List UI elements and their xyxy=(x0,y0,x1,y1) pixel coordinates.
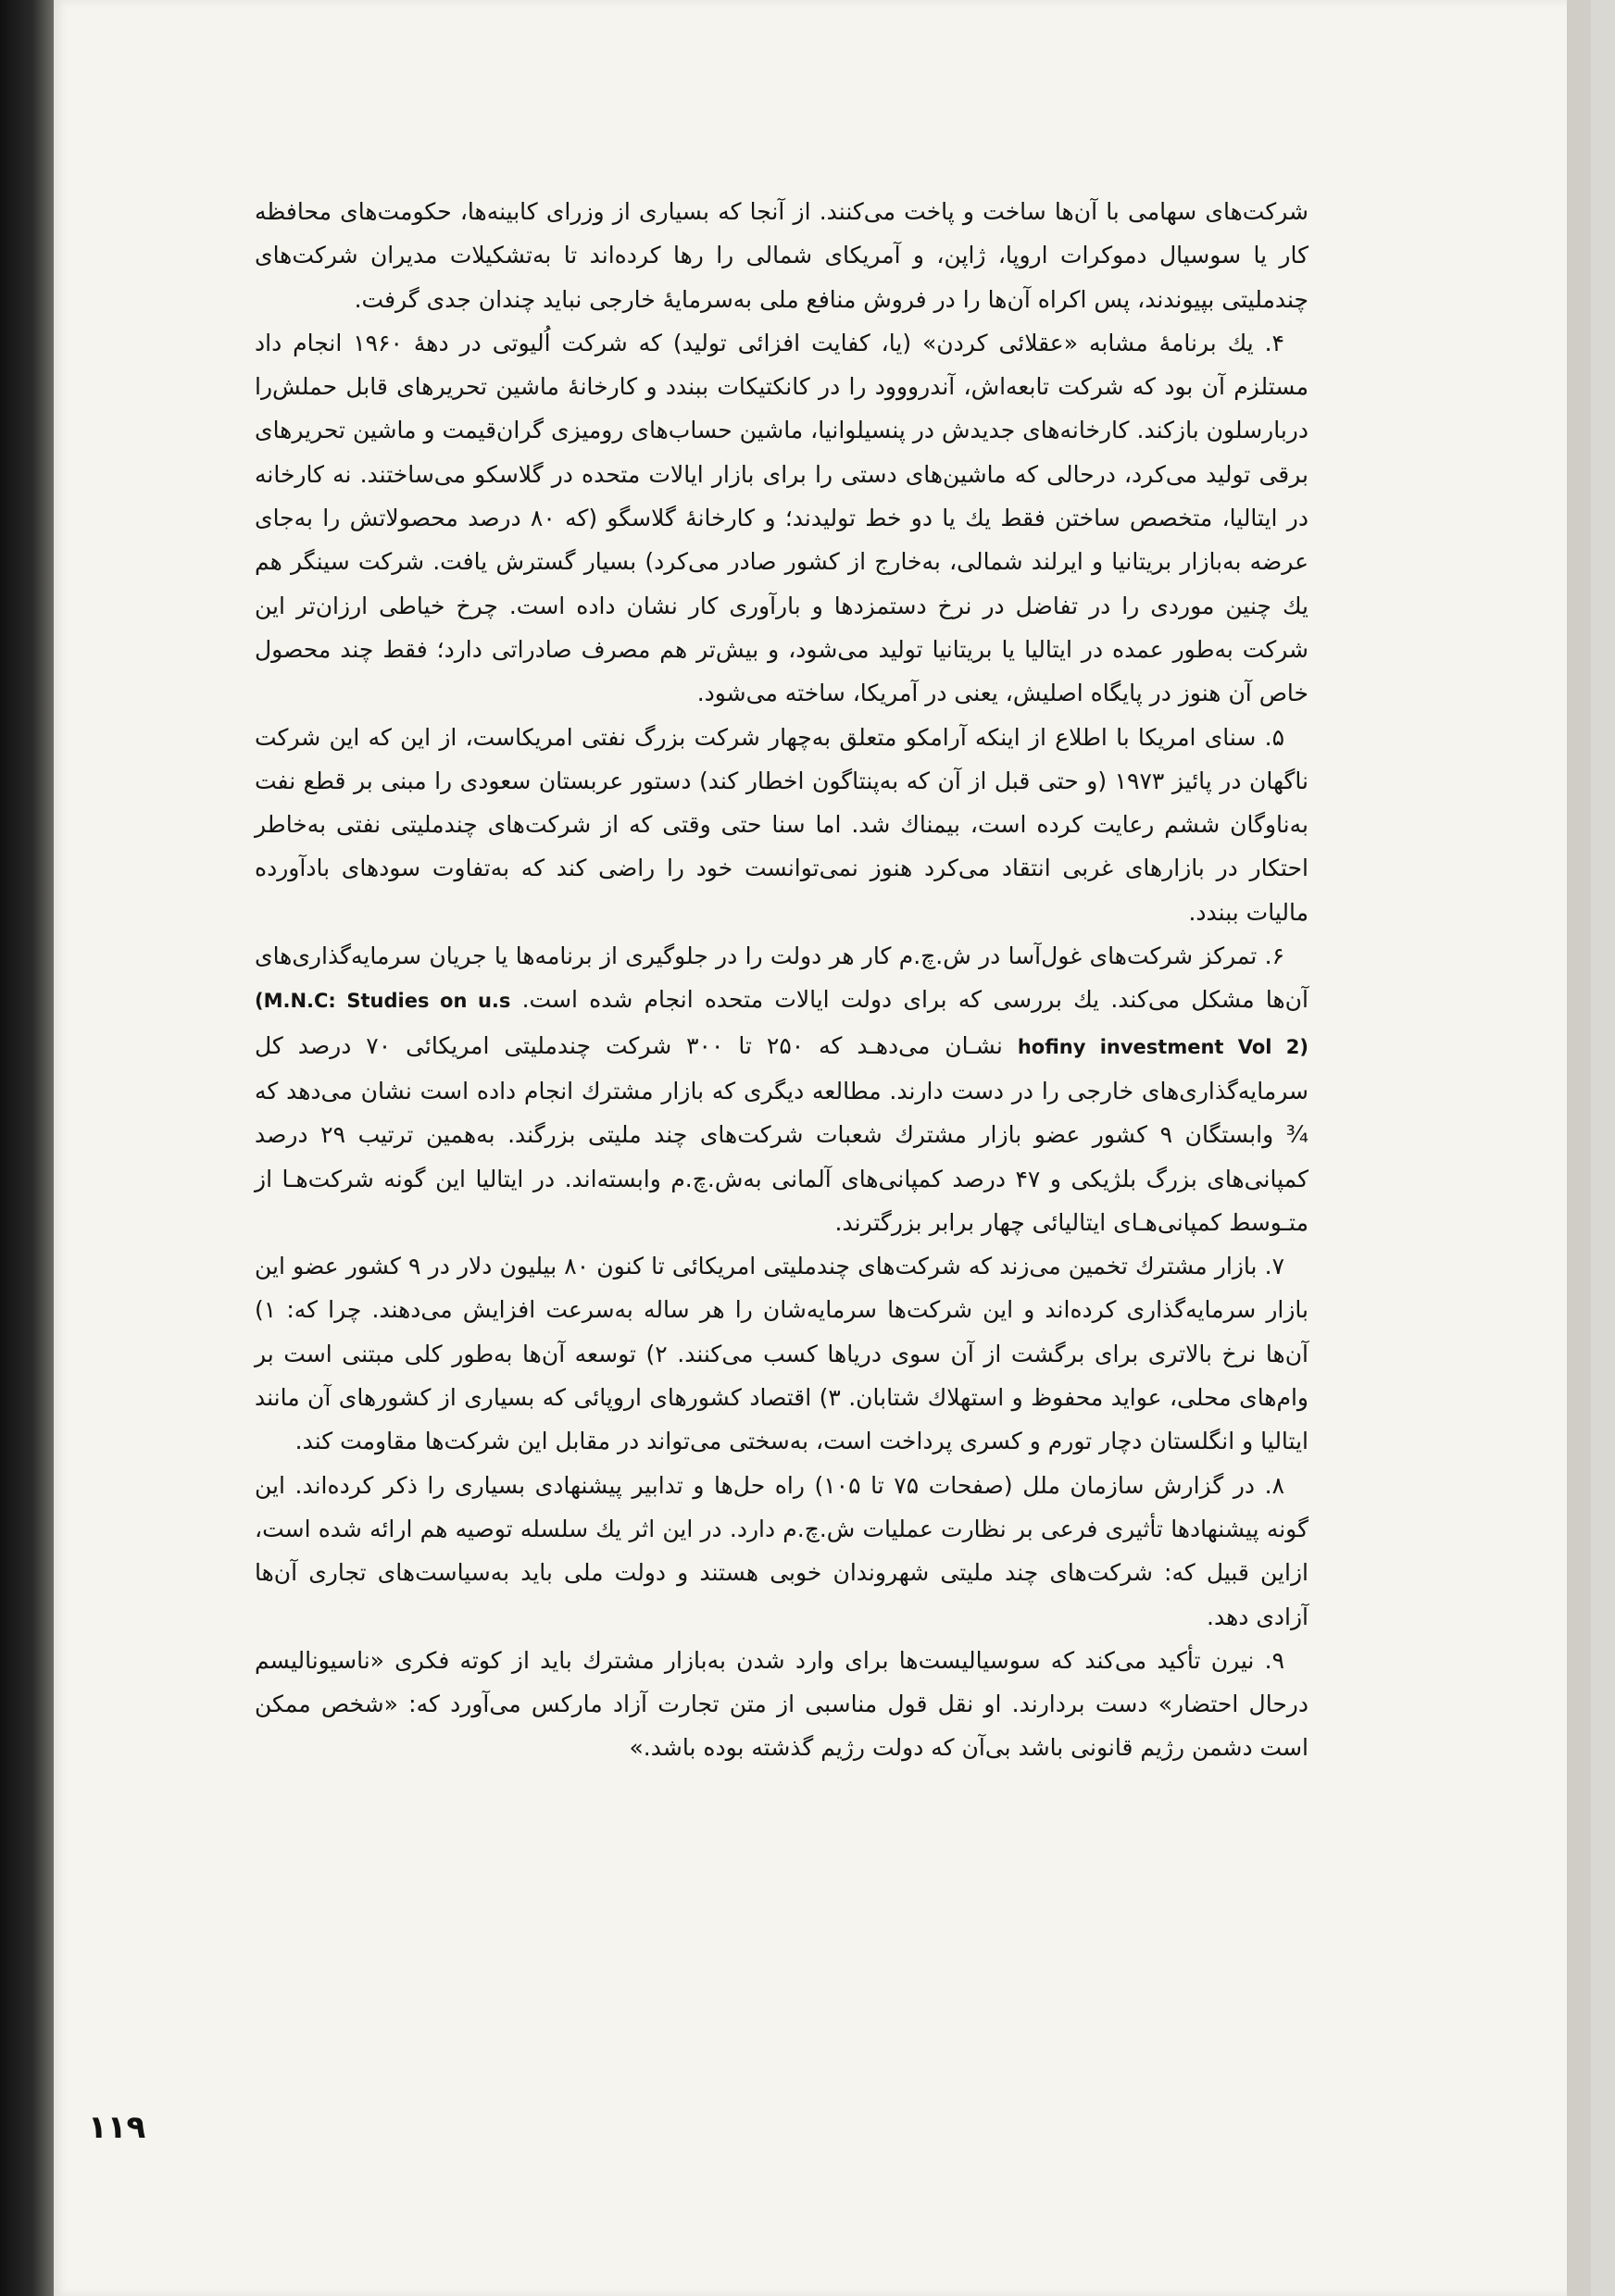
note-4-paragraph: ۴. یك برنامهٔ مشابه «عقلائی کردن» (یا، کفایت افزائی تولید) که شرکت اُلیوتی در دههٔ ۱۹۶۰ انجام داد مستلزم آن بود که شرکت تابعه‌اش، آندرووود را در کانکتیکات ببندد و کارخانهٔ ماشین تحریرهای قابل حملش‌را دربارسلون بازکند. کارخانه‌های جدیدش در پنسیلوانیا، ماشین حساب‌های رومیزی گران‌قیمت و ماشین تحریرهای برقی تولید می‌کرد، درحالی که ماشین‌های دستی را برای بازار ایالات متحده در گلاسکو می‌ساختند. نه کارخانه در ایتالیا، متخصص ساختن فقط یك یا دو خط تولیدند؛ و کارخانهٔ گلاسگو (که ۸۰ درصد محصولاتش را به‌جای عرضه به‌بازار بریتانیا و ایرلند شمالی، به‌خارج از کشور صادر می‌کرد) بسیار گسترش یافت. شرکت سینگر هم یك چنین موردی را در تفاضل در نرخ دستمزدها و بارآوری کار نشان داده است. چرخ خیاطی ارزان‌تر این شرکت به‌طور عمده در ایتالیا یا بریتانیا تولید می‌شود، و بیش‌تر هم مصرف صادراتی دارد؛ فقط چند محصول خاص آن هنوز در پایگاه اصلیش، یعنی در آمریکا، ساخته می‌شود. xyxy=(255,329,1308,707)
page-body-text xyxy=(255,190,1308,1770)
note-6-text-before: ۶. تمرکز شرکت‌های غول‌آسا در ش.چ.م کار هر دولت را در جلوگیری از برنامه‌ها یا جریان سرمایه‌گذاری‌های آن‌ها مشکل می‌کند. یك بررسی که برای دولت ایالات متحده انجام شده است. xyxy=(255,942,1308,1014)
paragraph-continuation: شرکت‌های سهامی با آن‌ها ساخت و پاخت می‌کنند. از آنجا که بسیاری از وزرای کابینه‌ها، حکومت‌های محافظه کار یا سوسیال دموکرات اروپا، ژاپن، و آمریکای شمالی را رها کرده‌اند تا به‌تشکیلات مدیران شرکت‌های چندملیتی بپیوندند، پس اکراه آن‌ها را در فروش منافع ملی به‌سرمایهٔ خارجی نباید چندان جدی گرفت. xyxy=(255,198,1308,313)
page-right-margin xyxy=(1567,0,1591,2296)
note-6-paragraph xyxy=(255,934,1308,1244)
note-6-text-after: نشـان می‌دهـد که ۲۵۰ تا ۳۰۰ شرکت چندملیتی امریکائی ۷۰ درصد کل سرمایه‌گذاری‌های خارجی را در دست دارند. مطالعه دیگری که بازار مشترك انجام داده است نشان می‌دهد که ¾ وابستگان ۹ کشور عضو بازار مشترك شعبات شرکت‌های چند ملیتی بزرگند. به‌همین ترتیب ۲۹ درصد کمپانی‌های بزرگ بلژیکی و ۴۷ درصد کمپانی‌های آلمانی به‌ش.چ.م وابسته‌اند. در ایتالیا این گونه شرکت‌هـا از متـوسط کمپانی‌هـای ایتالیائی چهار برابر بزرگترند. xyxy=(255,1031,1308,1236)
page-number: ۱۱۹ xyxy=(88,2109,146,2146)
note-9-paragraph: ۹. نیرن تأکید می‌کند که سوسیالیست‌ها برای وارد شدن به‌بازار مشترك باید از کوته فکری «ناسیونالیسم درحال احتضار» دست بردارند. او نقل قول مناسبی از متن تجارت آزاد مارکس می‌آورد که: «شخص ممکن است دشمن رژیم قانونی باشد بی‌آن که دولت رژیم گذشته بوده باشد.» xyxy=(255,1646,1308,1762)
note-7-paragraph: ۷. بازار مشترك تخمین می‌زند که شرکت‌های چندملیتی امریکائی تا کنون ۸۰ بیلیون دلار در ۹ کشور عضو این بازار سرمایه‌گذاری کرده‌اند و این شرکت‌ها سرمایه‌شان را هر ساله به‌سرعت افزایش می‌دهند. چرا که: ۱) آن‌ها نرخ بالاتری برای برگشت از آن سوی دریاها کسب می‌کنند. ۲) توسعه آن‌ها به‌طور کلی مبتنی است بر وام‌های محلی، عواید محفوظ و استهلاك شتابان. ۳) اقتصاد کشورهای اروپائی که بسیاری از کشورهای آن مانند ایتالیا و انگلستان دچار تورم و کسری پرداخت است، به‌سختی می‌تواند در مقابل این شرکت‌ها مقاومت کند. xyxy=(255,1253,1308,1455)
scan-dark-edge xyxy=(0,0,54,2296)
note-5-paragraph: ۵. سنای امریکا با اطلاع از اینکه آرامکو متعلق به‌چهار شرکت بزرگ نفتی امریکاست، از این که این شرکت ناگهان در پائیز ۱۹۷۳ (و حتی قبل از آن که به‌پنتاگون اخطار کند) دستور عربستان سعودی را مبنی بر قطع نفت به‌ناوگان ششم رعایت کرده است، بیمناك شد. اما سنا حتی وقتی که از شرکت‌های چندملیتی نفتی به‌خاطر احتکار در بازارهای غربی انتقاد می‌کرد هنوز نمی‌توانست خود را راضی کند که به‌تفاوت سودهای بادآورده مالیات ببندد. xyxy=(255,723,1308,926)
english-citation: (M.N.C: Studies on u.s hofiny investment Vol 2) xyxy=(255,990,1309,1058)
note-8-paragraph: ۸. در گزارش سازمان ملل (صفحات ۷۵ تا ۱۰۵) راه حل‌ها و تدابیر پیشنهادی بسیاری را ذکر کرده‌اند. این گونه پیشنهادها تأثیری فرعی بر نظارت عملیات ش.چ.م دارد. در این اثر یك سلسله توصیه هم ارائه شده است، ازاین قبیل که: شرکت‌های چند ملیتی شهروندان خوبی هستند و دولت ملی باید به‌سیاست‌های تجاری آن‌ها آزادی دهد. xyxy=(255,1471,1308,1630)
